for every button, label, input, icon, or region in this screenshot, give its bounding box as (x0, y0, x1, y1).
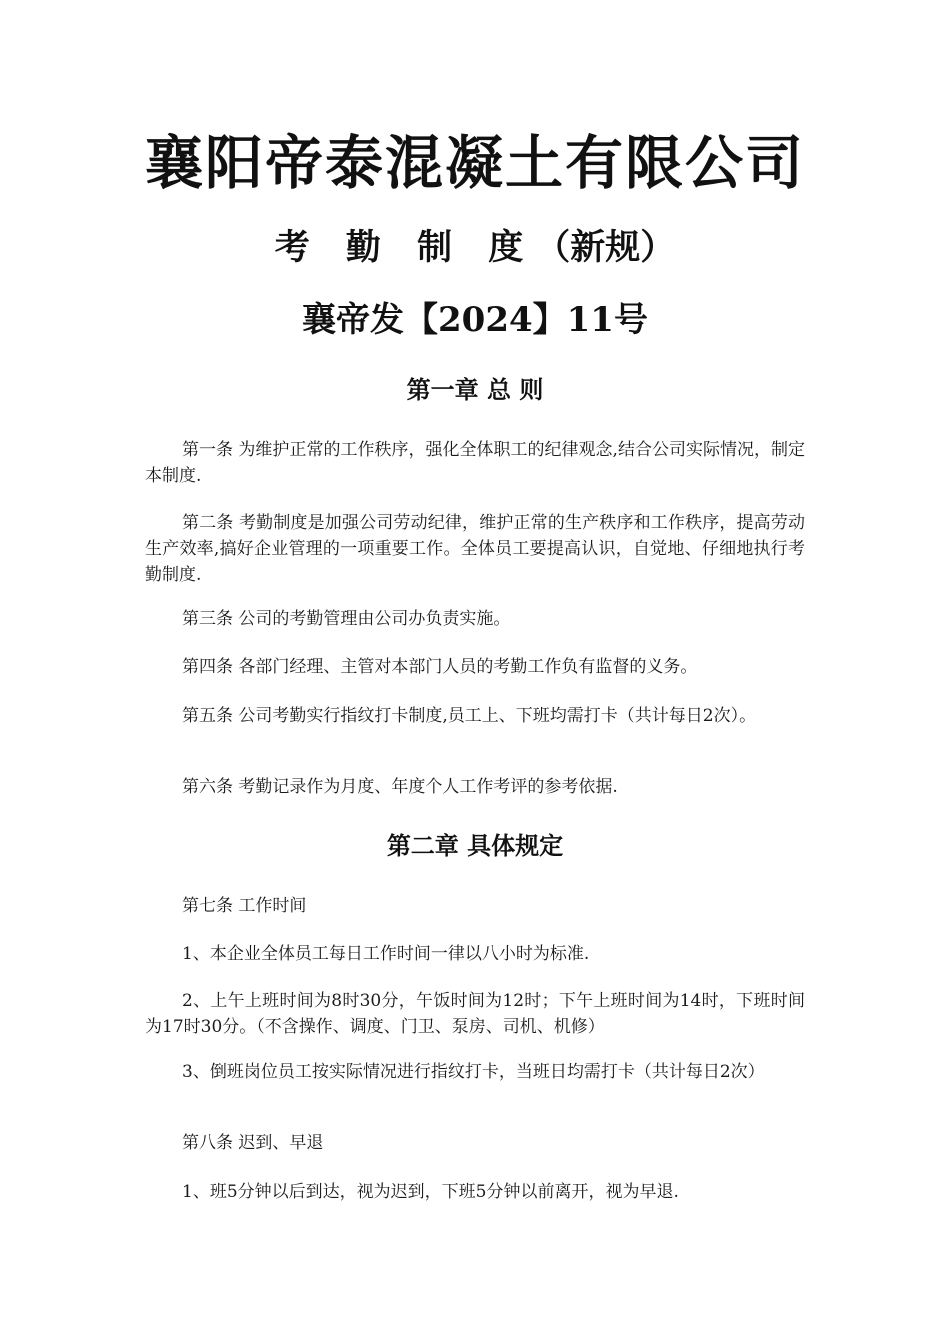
chapter-2-heading: 第二章 具体规定 (386, 831, 564, 860)
article-3: 第三条 公司的考勤管理由公司办负责实施。 (182, 609, 511, 629)
article-7-item-1: 1、本企业全体员工每日工作时间一律以八小时为标准. (182, 944, 590, 964)
chapter-1-heading: 第一章 总 则 (406, 375, 544, 404)
title-main: 考 勤 制 度 (274, 227, 536, 268)
article-8-heading: 第八条 迟到、早退 (182, 1133, 324, 1153)
article-6: 第六条 考勤记录作为月度、年度个人工作考评的参考依据. (182, 777, 618, 797)
document-number: 襄帝发【2024】11号 (302, 300, 648, 340)
article-2: 第二条 考勤制度是加强公司劳动纪律，维护正常的生产秩序和工作秩序，提高劳动生产效率,搞好企业管理的一项重要工作。全体员工要提高认识，自觉地、仔细地执行考勤制度. (145, 513, 805, 585)
article-4: 第四条 各部门经理、主管对本部门人员的考勤工作负有监督的义务。 (182, 657, 698, 677)
document-title (0, 224, 950, 272)
article-8-item-1: 1、班5分钟以后到达，视为迟到，下班5分钟以前离开，视为早退. (182, 1182, 679, 1202)
article-7-item-3: 3、倒班岗位员工按实际情况进行指纹打卡，当班日均需打卡（共计每日2次） (182, 1062, 765, 1082)
article-7-heading: 第七条 工作时间 (182, 896, 307, 916)
company-name: 襄阳帝泰混凝土有限公司 (144, 129, 805, 197)
article-7-item-2: 2、上午上班时间为8时30分，午饭时间为12时；下午上班时间为14时，下班时间为17时30分。（不含操作、调度、门卫、泵房、司机、机修） (145, 991, 805, 1037)
article-5: 第五条 公司考勤实行指纹打卡制度,员工上、下班均需打卡（共计每日2次）。 (182, 706, 757, 726)
title-suffix: （新规） (535, 227, 676, 268)
article-1: 第一条 为维护正常的工作秩序，强化全体职工的纪律观念,结合公司实际情况，制定本制度. (145, 440, 805, 486)
